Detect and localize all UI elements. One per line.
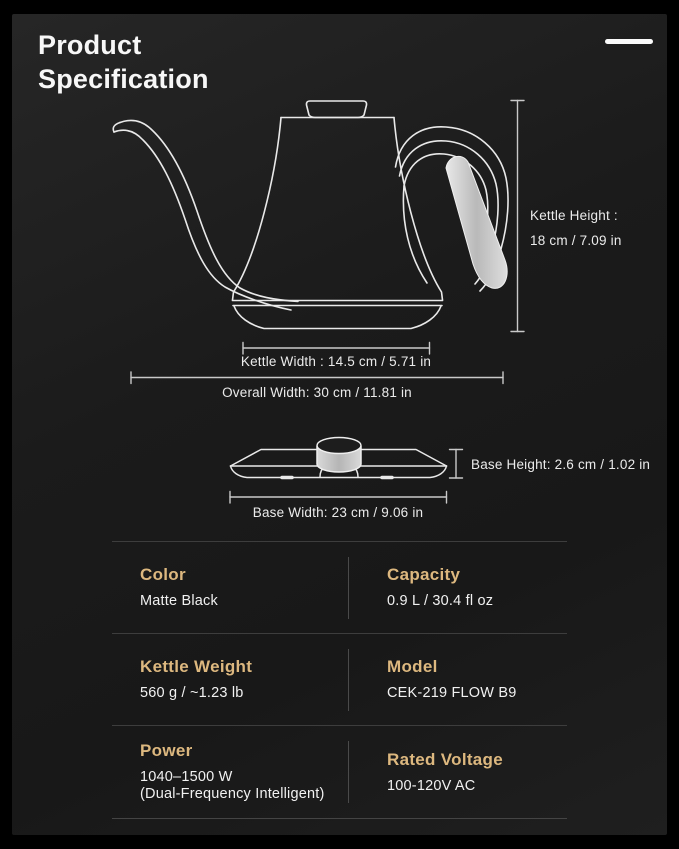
spec-label-capacity: Capacity <box>387 565 461 584</box>
base-width-label: Base Width: 23 cm / 9.06 in <box>252 505 424 520</box>
spec-label-color: Color <box>140 565 186 584</box>
spec-value-power-line2: (Dual-Frequency Intelligent) <box>140 786 325 802</box>
kettle-height-label <box>530 203 622 253</box>
kettle-height-label-line1: Kettle Height : <box>530 208 618 223</box>
kettle-height-label-line2: 18 cm / 7.09 in <box>530 233 622 248</box>
spec-value-model: CEK-219 FLOW B9 <box>387 685 517 701</box>
spec-label-rated-voltage: Rated Voltage <box>387 749 503 769</box>
spec-cell-capacity <box>349 542 567 633</box>
page-title-line1: Product <box>38 30 142 60</box>
spec-cell-power <box>112 726 348 818</box>
kettle-width-label: Kettle Width : 14.5 cm / 5.71 in <box>240 354 432 369</box>
spec-cell-model <box>349 634 567 725</box>
base-height-label: Base Height: 2.6 cm / 1.02 in <box>471 457 651 472</box>
spec-row-3 <box>112 725 567 818</box>
spec-cell-rated-voltage <box>349 726 567 818</box>
spec-value-power-line1: 1040–1500 W <box>140 769 233 785</box>
spec-value-capacity: 0.9 L / 30.4 fl oz <box>387 593 494 609</box>
spec-table <box>112 541 567 819</box>
page-title <box>38 28 209 96</box>
spec-value-color: Matte Black <box>140 593 218 609</box>
spec-label-power: Power <box>140 741 193 760</box>
corner-dash <box>605 39 653 44</box>
spec-cell-kettle-weight <box>112 634 348 725</box>
spec-label-model: Model <box>387 657 438 676</box>
spec-row-1 <box>112 541 567 633</box>
page-title-line2: Specification <box>38 64 209 94</box>
overall-width-label: Overall Width: 30 cm / 11.81 in <box>222 385 412 400</box>
spec-label-kettle-weight: Kettle Weight <box>140 657 253 676</box>
spec-value-kettle-weight: 560 g / ~1.23 lb <box>140 685 244 701</box>
spec-cell-color <box>112 542 348 633</box>
spec-value-rated-voltage: 100-120V AC <box>387 777 476 794</box>
spec-row-2 <box>112 633 567 725</box>
